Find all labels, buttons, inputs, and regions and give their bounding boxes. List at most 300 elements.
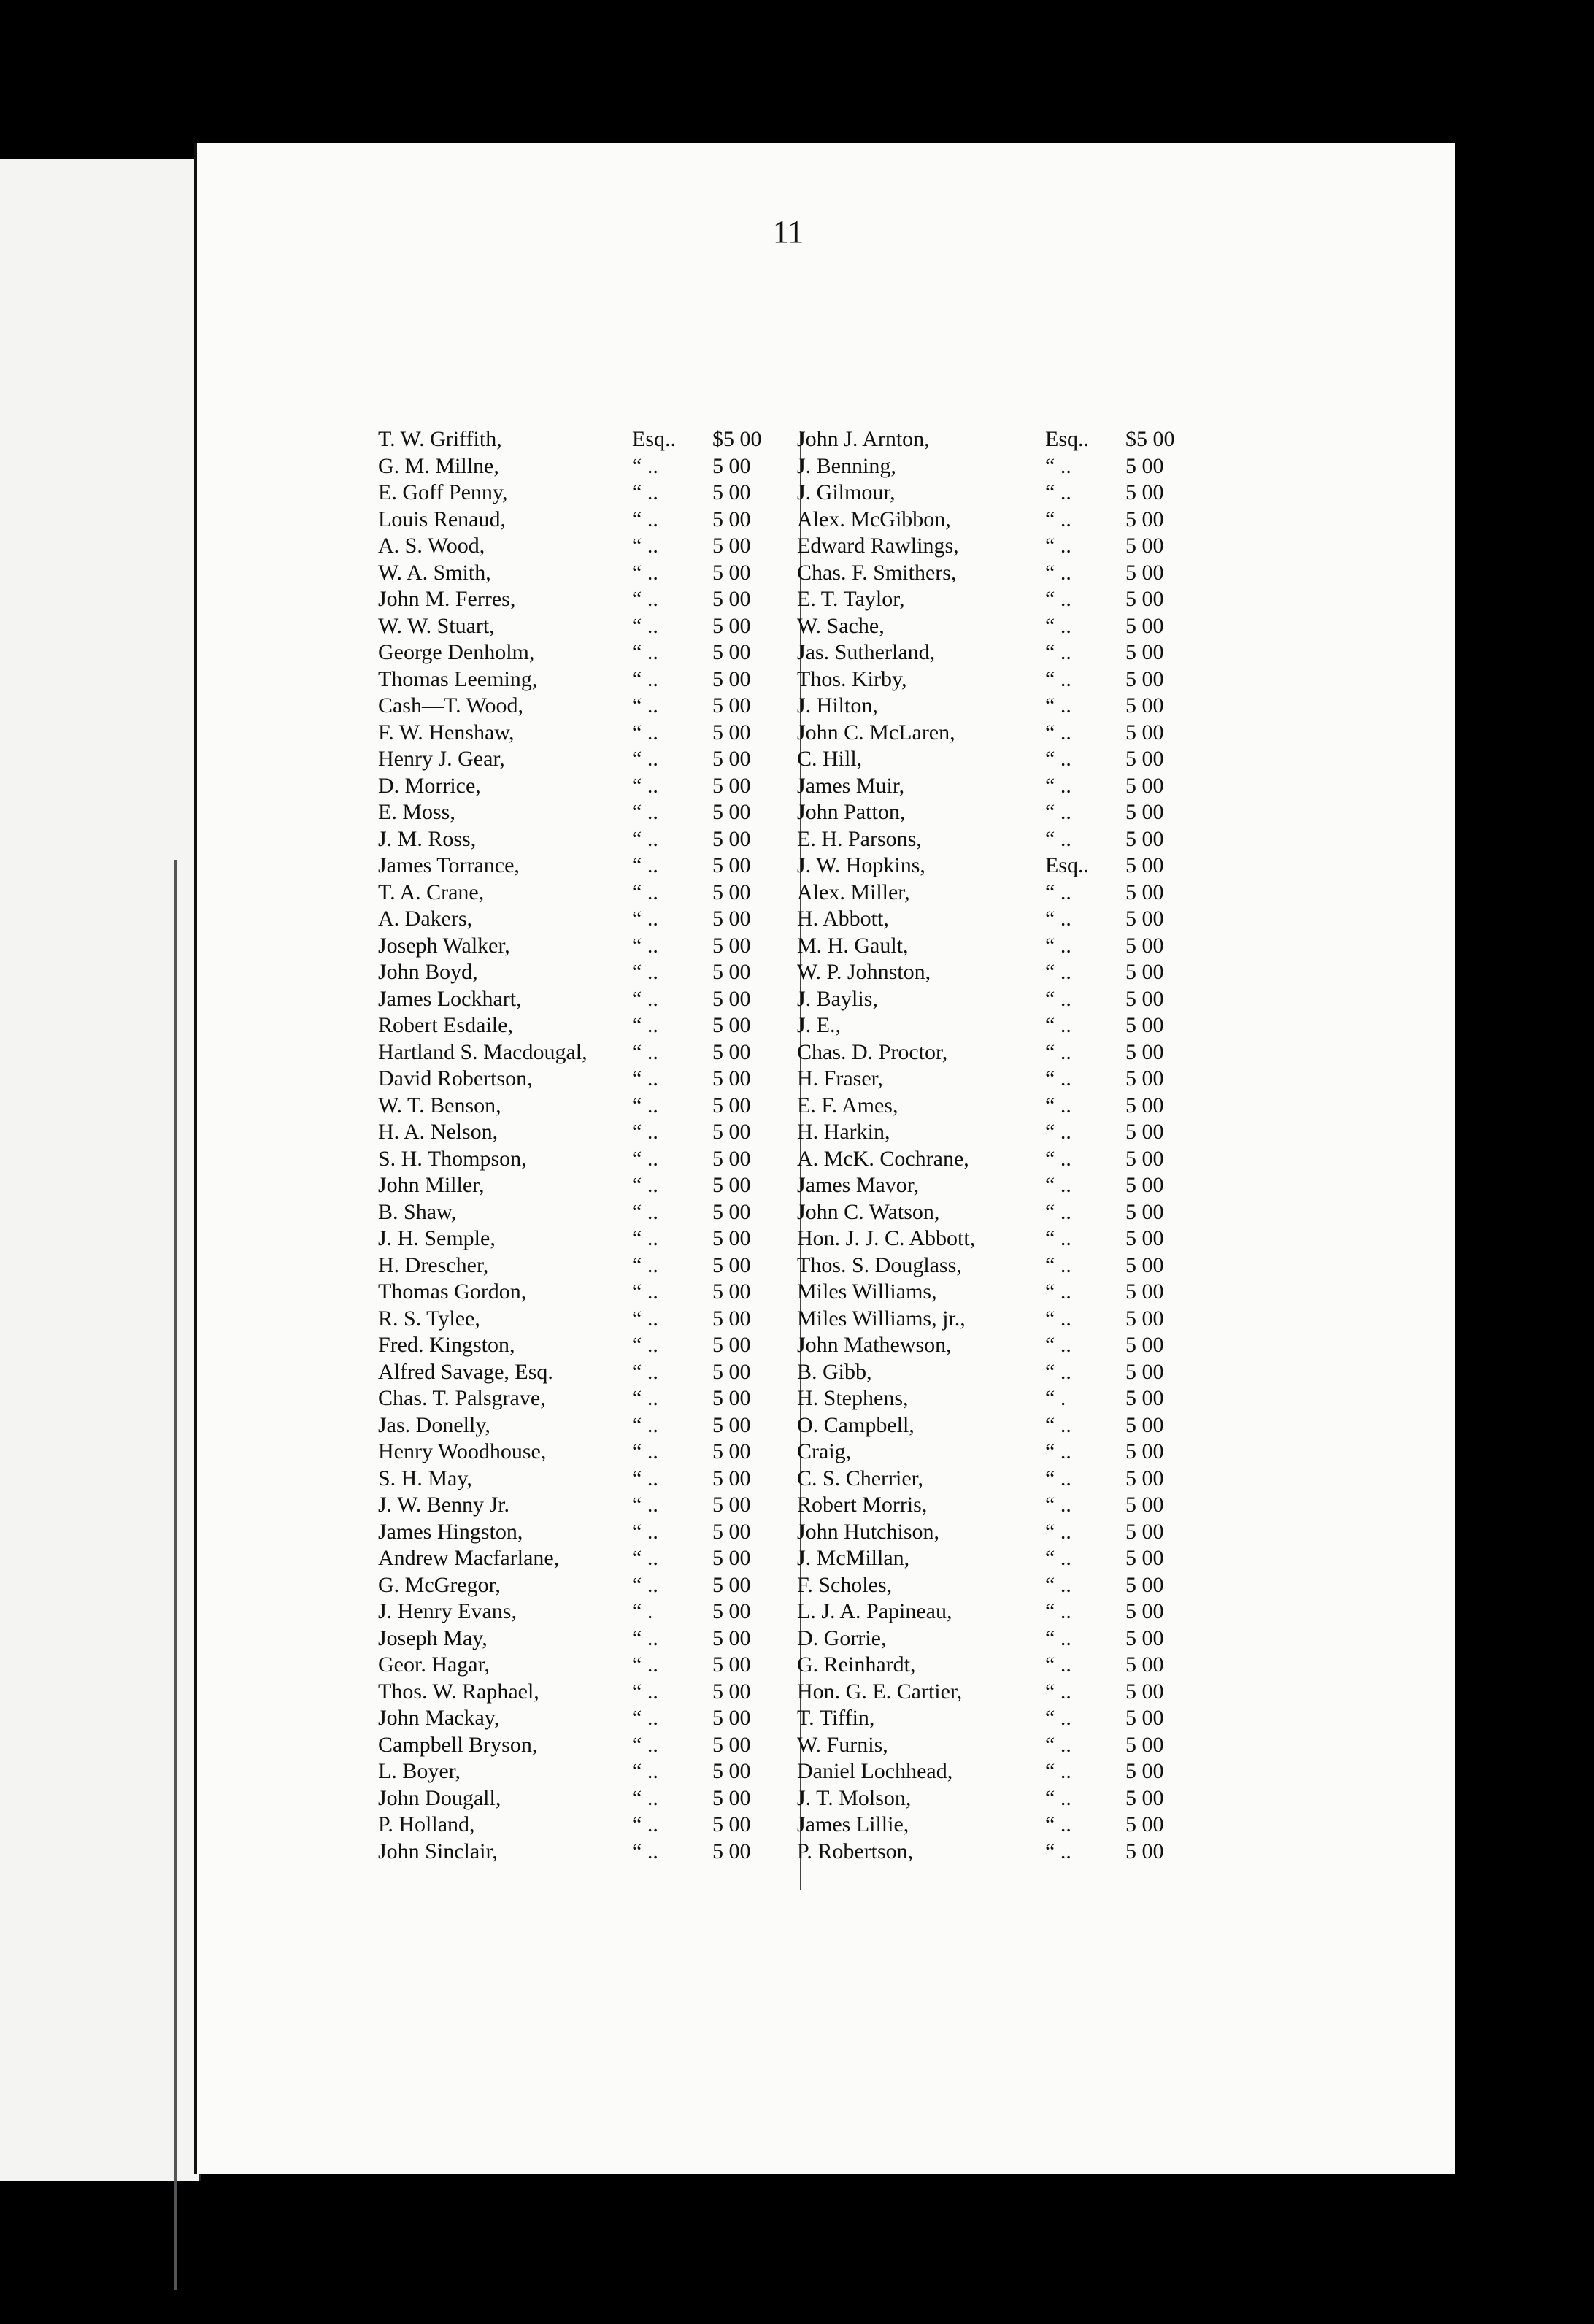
subscription-amount: 5 00 bbox=[1125, 1546, 1164, 1570]
list-item bbox=[378, 1412, 787, 1439]
list-item bbox=[797, 880, 1206, 907]
subscriber-name: C. S. Cherrier, bbox=[797, 1466, 923, 1490]
list-item bbox=[797, 1705, 1206, 1732]
subscription-amount: 5 00 bbox=[1125, 1679, 1164, 1704]
subscription-amount: 5 00 bbox=[1125, 1493, 1164, 1517]
subscriber-title: “ .. bbox=[1045, 587, 1071, 611]
subscription-amount: 5 00 bbox=[1125, 1173, 1164, 1197]
subscription-amount: 5 00 bbox=[1125, 1120, 1164, 1144]
subscriber-title: “ .. bbox=[1045, 1812, 1071, 1836]
subscriber-name: Alfred Savage, Esq. bbox=[378, 1359, 553, 1384]
subscriber-name: E. T. Taylor, bbox=[797, 587, 905, 611]
subscriber-title: “ .. bbox=[1045, 1013, 1071, 1037]
subscription-amount: 5 00 bbox=[1125, 800, 1164, 824]
list-item bbox=[797, 853, 1206, 880]
subscription-amount: 5 00 bbox=[1125, 640, 1164, 664]
subscription-amount: 5 00 bbox=[712, 1812, 751, 1836]
subscriber-name: T. W. Griffith, bbox=[378, 427, 502, 451]
subscriber-name: John Mathewson, bbox=[797, 1333, 952, 1357]
subscriber-title: “ . bbox=[1045, 1386, 1066, 1410]
subscriber-name: J. T. Molson, bbox=[797, 1785, 912, 1810]
subscriber-name: David Robertson, bbox=[378, 1066, 533, 1090]
subscription-amount: 5 00 bbox=[712, 1333, 751, 1357]
subscription-amount: 5 00 bbox=[1125, 453, 1164, 478]
subscription-amount: 5 00 bbox=[1125, 1386, 1164, 1410]
list-item bbox=[797, 1012, 1206, 1039]
list-item bbox=[378, 1359, 787, 1386]
subscriber-name: R. S. Tylee, bbox=[378, 1306, 480, 1331]
subscriber-name: Alex. McGibbon, bbox=[797, 507, 951, 531]
list-item bbox=[797, 1652, 1206, 1679]
subscriber-title: “ .. bbox=[1045, 1359, 1071, 1384]
subscription-amount: 5 00 bbox=[712, 907, 751, 931]
list-item bbox=[378, 1466, 787, 1493]
list-item bbox=[797, 1253, 1206, 1280]
subscriber-name: James Mavor, bbox=[797, 1173, 920, 1197]
list-item bbox=[797, 1385, 1206, 1412]
list-item bbox=[378, 1332, 787, 1359]
list-item bbox=[378, 533, 787, 560]
subscriber-name: Andrew Macfarlane, bbox=[378, 1546, 560, 1570]
subscriber-title: “ .. bbox=[632, 587, 658, 611]
subscription-amount: 5 00 bbox=[1125, 1519, 1164, 1544]
subscriber-name: John Dougall, bbox=[378, 1785, 501, 1810]
list-item bbox=[378, 1625, 787, 1652]
subscription-amount: 5 00 bbox=[712, 1306, 751, 1331]
subscription-amount: 5 00 bbox=[1125, 560, 1164, 585]
subscription-amount: 5 00 bbox=[1125, 1333, 1164, 1357]
subscription-amount: 5 00 bbox=[1125, 773, 1164, 798]
subscriber-name: H. Fraser, bbox=[797, 1066, 883, 1090]
subscription-amount: 5 00 bbox=[712, 1386, 751, 1410]
subscriber-title: “ .. bbox=[1045, 1466, 1071, 1490]
subscription-amount: 5 00 bbox=[712, 453, 751, 478]
list-item bbox=[378, 1572, 787, 1599]
list-item bbox=[797, 1332, 1206, 1359]
subscription-amount: 5 00 bbox=[1125, 880, 1164, 904]
subscription-amount: 5 00 bbox=[1125, 1253, 1164, 1277]
subscriber-name: T. Tiffin, bbox=[797, 1706, 875, 1730]
list-item bbox=[797, 1439, 1206, 1466]
subscription-amount: 5 00 bbox=[1125, 1280, 1164, 1304]
list-item bbox=[378, 1199, 787, 1226]
subscriber-title: “ .. bbox=[1045, 773, 1071, 798]
subscriber-title: “ .. bbox=[1045, 1306, 1071, 1331]
list-item bbox=[378, 1492, 787, 1519]
subscriber-name: Fred. Kingston, bbox=[378, 1333, 515, 1357]
list-item bbox=[378, 1226, 787, 1253]
subscriber-name: Miles Williams, jr., bbox=[797, 1306, 966, 1331]
subscriber-name: Joseph Walker, bbox=[378, 933, 510, 958]
list-item bbox=[797, 720, 1206, 747]
list-item bbox=[378, 666, 787, 693]
subscriber-name: P. Holland, bbox=[378, 1812, 475, 1836]
list-item bbox=[797, 1359, 1206, 1386]
subscription-amount: 5 00 bbox=[1125, 693, 1164, 717]
subscriber-title: “ .. bbox=[1045, 693, 1071, 717]
subscriber-name: Joseph May, bbox=[378, 1625, 488, 1650]
subscriber-name: J. Benning, bbox=[797, 453, 896, 478]
subscriber-name: H. Drescher, bbox=[378, 1253, 489, 1277]
list-item bbox=[797, 666, 1206, 693]
subscriber-name: L. J. A. Papineau, bbox=[797, 1599, 952, 1623]
subscriber-title: “ .. bbox=[1045, 1679, 1071, 1704]
subscription-amount: 5 00 bbox=[1125, 960, 1164, 984]
subscriber-title: “ .. bbox=[632, 1652, 658, 1677]
subscription-amount: 5 00 bbox=[712, 1199, 751, 1224]
subscription-amount: 5 00 bbox=[712, 1706, 751, 1730]
list-item bbox=[378, 560, 787, 587]
subscriber-title: “ .. bbox=[632, 1732, 658, 1757]
subscriber-title: “ .. bbox=[632, 1493, 658, 1517]
list-item bbox=[378, 426, 787, 453]
page-number: 11 bbox=[772, 214, 804, 250]
subscription-amount: $5 00 bbox=[1125, 427, 1175, 451]
subscriber-title: “ .. bbox=[1045, 1333, 1071, 1357]
subscriber-title: “ .. bbox=[632, 933, 658, 958]
list-item bbox=[797, 1199, 1206, 1226]
list-item bbox=[797, 933, 1206, 960]
subscription-amount: 5 00 bbox=[1125, 1439, 1164, 1463]
subscription-amount: 5 00 bbox=[712, 1466, 751, 1490]
subscription-amount: 5 00 bbox=[1125, 1839, 1164, 1863]
subscription-amount: 5 00 bbox=[712, 1013, 751, 1037]
subscription-amount: 5 00 bbox=[712, 1652, 751, 1677]
subscriber-title: “ .. bbox=[1045, 1199, 1071, 1224]
list-item bbox=[378, 1732, 787, 1759]
subscriber-name: A. S. Wood, bbox=[378, 534, 485, 558]
subscriber-name: W. W. Stuart, bbox=[378, 613, 495, 638]
subscriber-title: “ .. bbox=[1045, 1785, 1071, 1810]
subscriber-name: J. McMillan, bbox=[797, 1546, 910, 1570]
list-item bbox=[797, 1172, 1206, 1199]
subscriber-title: “ .. bbox=[1045, 613, 1071, 638]
subscriber-title: “ .. bbox=[632, 1546, 658, 1570]
subscription-amount: 5 00 bbox=[1125, 1013, 1164, 1037]
subscriber-title: “ .. bbox=[1045, 1652, 1071, 1677]
subscriber-name: J. Baylis, bbox=[797, 986, 878, 1011]
list-item bbox=[378, 1652, 787, 1679]
subscriber-name: James Lillie, bbox=[797, 1812, 909, 1836]
subscriber-title: “ .. bbox=[1045, 1093, 1071, 1117]
subscription-amount: 5 00 bbox=[712, 1493, 751, 1517]
subscription-amount: 5 00 bbox=[712, 1226, 751, 1250]
list-item bbox=[797, 480, 1206, 507]
subscriber-title: “ .. bbox=[1045, 1493, 1071, 1517]
subscription-amount: 5 00 bbox=[1125, 747, 1164, 771]
subscriber-name: E. Moss, bbox=[378, 800, 455, 824]
subscriber-title: “ .. bbox=[632, 1386, 658, 1410]
subscriber-name: Henry Woodhouse, bbox=[378, 1439, 547, 1463]
list-item bbox=[378, 507, 787, 534]
subscription-amount: 5 00 bbox=[1125, 666, 1164, 691]
list-item bbox=[797, 1545, 1206, 1572]
subscription-amount: 5 00 bbox=[712, 640, 751, 664]
list-item bbox=[797, 586, 1206, 613]
subscriber-title: Esq.. bbox=[1045, 427, 1089, 451]
subscription-amount: 5 00 bbox=[1125, 587, 1164, 611]
subscriber-name: Hon. J. J. C. Abbott, bbox=[797, 1226, 976, 1250]
subscriber-name: Thos. S. Douglass, bbox=[797, 1253, 962, 1277]
subscription-amount: 5 00 bbox=[1125, 613, 1164, 638]
subscription-amount: 5 00 bbox=[1125, 1785, 1164, 1810]
subscription-amount: 5 00 bbox=[1125, 720, 1164, 744]
subscription-amount: 5 00 bbox=[712, 1599, 751, 1623]
list-item bbox=[797, 906, 1206, 933]
subscription-amount: 5 00 bbox=[712, 560, 751, 585]
subscriber-title: “ .. bbox=[632, 1359, 658, 1384]
subscription-amount: 5 00 bbox=[1125, 1732, 1164, 1757]
list-item bbox=[378, 453, 787, 480]
subscriber-title: “ .. bbox=[632, 1706, 658, 1730]
list-item bbox=[797, 1279, 1206, 1306]
subscriber-title: “ .. bbox=[1045, 880, 1071, 904]
list-item bbox=[378, 1519, 787, 1546]
subscriber-name: Robert Morris, bbox=[797, 1493, 928, 1517]
subscriber-title: “ .. bbox=[632, 826, 658, 851]
subscription-amount: 5 00 bbox=[1125, 1625, 1164, 1650]
list-item bbox=[797, 453, 1206, 480]
subscriber-name: D. Morrice, bbox=[378, 773, 481, 798]
subscriber-name: T. A. Crane, bbox=[378, 880, 485, 904]
subscriber-name: John C. Watson, bbox=[797, 1199, 940, 1224]
list-item bbox=[797, 1572, 1206, 1599]
subscriber-title: “ .. bbox=[1045, 826, 1071, 851]
list-item bbox=[378, 693, 787, 720]
subscriber-title: “ .. bbox=[1045, 800, 1071, 824]
subscriber-name: J. W. Benny Jr. bbox=[378, 1493, 510, 1517]
subscriber-name: John Patton, bbox=[797, 800, 906, 824]
subscriber-title: “ .. bbox=[1045, 1039, 1071, 1064]
list-item bbox=[378, 1279, 787, 1306]
list-item bbox=[378, 613, 787, 640]
subscriber-name: F. W. Henshaw, bbox=[378, 720, 515, 744]
subscription-amount: 5 00 bbox=[1125, 1466, 1164, 1490]
subscription-amount: 5 00 bbox=[712, 720, 751, 744]
subscription-amount: 5 00 bbox=[712, 1519, 751, 1544]
subscriber-name: Thomas Gordon, bbox=[378, 1280, 527, 1304]
subscriber-name: G. McGregor, bbox=[378, 1572, 501, 1597]
subscriber-title: “ .. bbox=[632, 534, 658, 558]
list-item bbox=[378, 1119, 787, 1146]
list-item bbox=[797, 826, 1206, 853]
list-item bbox=[797, 507, 1206, 534]
subscriber-title: Esq.. bbox=[1045, 853, 1089, 877]
list-item bbox=[797, 693, 1206, 720]
subscriber-list-right bbox=[797, 426, 1206, 1865]
subscription-amount: 5 00 bbox=[1125, 1412, 1164, 1437]
list-item bbox=[378, 746, 787, 773]
subscription-amount: 5 00 bbox=[1125, 534, 1164, 558]
subscriber-name: G. M. Millne, bbox=[378, 453, 499, 478]
subscription-amount: 5 00 bbox=[712, 960, 751, 984]
subscriber-title: “ .. bbox=[1045, 1546, 1071, 1570]
subscriber-title: “ .. bbox=[1045, 560, 1071, 585]
subscriber-title: “ .. bbox=[632, 1679, 658, 1704]
list-item bbox=[378, 1439, 787, 1466]
subscriber-name: George Denholm, bbox=[378, 640, 535, 664]
subscriber-title: “ .. bbox=[1045, 480, 1071, 504]
subscription-amount: 5 00 bbox=[712, 693, 751, 717]
list-item bbox=[797, 1732, 1206, 1759]
subscriber-name: G. Reinhardt, bbox=[797, 1652, 916, 1677]
subscriber-title: “ .. bbox=[632, 1572, 658, 1597]
subscriber-title: “ .. bbox=[632, 907, 658, 931]
list-item bbox=[378, 986, 787, 1013]
subscriber-name: H. Harkin, bbox=[797, 1120, 890, 1144]
subscriber-name: H. Abbott, bbox=[797, 907, 889, 931]
subscription-amount: $5 00 bbox=[712, 427, 762, 451]
subscriber-name: E. H. Parsons, bbox=[797, 826, 922, 851]
subscriber-name: James Torrance, bbox=[378, 853, 520, 877]
subscriber-title: “ .. bbox=[632, 1066, 658, 1090]
subscriber-title: “ .. bbox=[632, 960, 658, 984]
subscriber-title: “ .. bbox=[632, 640, 658, 664]
subscriber-title: “ .. bbox=[632, 1013, 658, 1037]
subscription-amount: 5 00 bbox=[712, 1732, 751, 1757]
subscription-amount: 5 00 bbox=[1125, 1759, 1164, 1783]
subscriber-name: H. Stephens, bbox=[797, 1386, 909, 1410]
list-item bbox=[797, 799, 1206, 826]
subscriber-name: Robert Esdaile, bbox=[378, 1013, 513, 1037]
subscriber-name: John Miller, bbox=[378, 1173, 485, 1197]
list-item bbox=[797, 613, 1206, 640]
subscriber-name: John J. Arnton, bbox=[797, 427, 930, 451]
subscriber-title: “ .. bbox=[1045, 720, 1071, 744]
subscriber-name: Campbell Bryson, bbox=[378, 1732, 538, 1757]
subscription-amount: 5 00 bbox=[712, 747, 751, 771]
list-item bbox=[797, 1758, 1206, 1785]
list-item bbox=[378, 1146, 787, 1173]
subscriber-title: “ .. bbox=[632, 613, 658, 638]
subscriber-title: “ .. bbox=[1045, 1839, 1071, 1863]
subscriber-title: “ .. bbox=[632, 1226, 658, 1250]
subscriber-name: Craig, bbox=[797, 1439, 852, 1463]
subscriber-title: “ .. bbox=[1045, 1706, 1071, 1730]
list-item bbox=[378, 1679, 787, 1706]
subscriber-title: “ .. bbox=[1045, 507, 1071, 531]
subscriber-title: “ .. bbox=[1045, 1253, 1071, 1277]
subscriber-title: “ .. bbox=[1045, 1066, 1071, 1090]
subscriber-title: “ . bbox=[632, 1599, 653, 1623]
subscriber-name: B. Gibb, bbox=[797, 1359, 872, 1384]
subscriber-name: S. H. May, bbox=[378, 1466, 472, 1490]
list-item bbox=[378, 586, 787, 613]
subscriber-name: J. H. Semple, bbox=[378, 1226, 496, 1250]
binding-thread bbox=[174, 860, 177, 2290]
list-item bbox=[797, 986, 1206, 1013]
subscription-amount: 5 00 bbox=[712, 1759, 751, 1783]
list-item bbox=[378, 773, 787, 800]
subscriber-name: J. Gilmour, bbox=[797, 480, 896, 504]
subscription-amount: 5 00 bbox=[1125, 1146, 1164, 1171]
subscriber-title: “ .. bbox=[1045, 907, 1071, 931]
subscriber-name: E. F. Ames, bbox=[797, 1093, 898, 1117]
subscriber-name: Miles Williams, bbox=[797, 1280, 937, 1304]
list-item bbox=[797, 1093, 1206, 1120]
subscription-amount: 5 00 bbox=[712, 507, 751, 531]
list-item bbox=[378, 906, 787, 933]
subscriber-name: Alex. Miller, bbox=[797, 880, 910, 904]
subscriber-title: “ .. bbox=[1045, 1173, 1071, 1197]
subscriber-name: E. Goff Penny, bbox=[378, 480, 508, 504]
subscriber-title: “ .. bbox=[632, 1039, 658, 1064]
subscription-amount: 5 00 bbox=[1125, 1093, 1164, 1117]
list-item bbox=[797, 1466, 1206, 1493]
list-item bbox=[378, 880, 787, 907]
list-item bbox=[797, 746, 1206, 773]
subscriber-title: “ .. bbox=[632, 773, 658, 798]
subscription-amount: 5 00 bbox=[1125, 1199, 1164, 1224]
subscriber-title: “ .. bbox=[632, 720, 658, 744]
list-item bbox=[378, 1039, 787, 1066]
list-item bbox=[797, 773, 1206, 800]
subscription-amount: 5 00 bbox=[712, 800, 751, 824]
list-item bbox=[378, 799, 787, 826]
subscriber-name: H. A. Nelson, bbox=[378, 1120, 498, 1144]
subscriber-name: John Boyd, bbox=[378, 960, 478, 984]
subscriber-name: Hon. G. E. Cartier, bbox=[797, 1679, 963, 1704]
subscription-amount: 5 00 bbox=[712, 1093, 751, 1117]
subscriber-name: Henry J. Gear, bbox=[378, 747, 505, 771]
subscription-amount: 5 00 bbox=[1125, 480, 1164, 504]
subscriber-title: “ .. bbox=[1045, 1439, 1071, 1463]
list-item bbox=[378, 1839, 787, 1866]
list-item bbox=[378, 720, 787, 747]
subscriber-title: “ .. bbox=[632, 1759, 658, 1783]
subscription-amount: 5 00 bbox=[1125, 1652, 1164, 1677]
subscriber-title: “ .. bbox=[632, 453, 658, 478]
subscription-amount: 5 00 bbox=[712, 773, 751, 798]
list-item bbox=[797, 1412, 1206, 1439]
list-item bbox=[797, 533, 1206, 560]
subscriber-title: “ .. bbox=[632, 1093, 658, 1117]
subscriber-name: John Hutchison, bbox=[797, 1519, 939, 1544]
list-item bbox=[797, 639, 1206, 666]
subscriber-title: “ .. bbox=[632, 1466, 658, 1490]
subscription-amount: 5 00 bbox=[712, 1253, 751, 1277]
subscriber-title: “ .. bbox=[632, 1812, 658, 1836]
list-item bbox=[378, 853, 787, 880]
subscription-amount: 5 00 bbox=[1125, 1066, 1164, 1090]
list-item bbox=[797, 1839, 1206, 1866]
subscriber-name: John Mackay, bbox=[378, 1706, 500, 1730]
subscription-amount: 5 00 bbox=[1125, 1359, 1164, 1384]
subscriber-title: “ .. bbox=[1045, 1519, 1071, 1544]
subscriber-title: “ .. bbox=[632, 800, 658, 824]
subscription-amount: 5 00 bbox=[712, 853, 751, 877]
list-item bbox=[797, 1679, 1206, 1706]
list-item bbox=[378, 933, 787, 960]
list-item bbox=[797, 1598, 1206, 1625]
subscriber-title: “ .. bbox=[632, 1306, 658, 1331]
subscription-amount: 5 00 bbox=[712, 587, 751, 611]
subscription-amount: 5 00 bbox=[712, 1785, 751, 1810]
subscriber-name: C. Hill, bbox=[797, 747, 863, 771]
subscriber-name: Daniel Lochhead, bbox=[797, 1759, 953, 1783]
subscriber-title: “ .. bbox=[632, 693, 658, 717]
subscriber-name: W. Sache, bbox=[797, 613, 885, 638]
list-item bbox=[378, 1066, 787, 1093]
list-item bbox=[797, 560, 1206, 587]
subscriber-name: Thos. Kirby, bbox=[797, 666, 907, 691]
subscriber-title: “ .. bbox=[1045, 534, 1071, 558]
list-item bbox=[797, 1066, 1206, 1093]
subscriber-name: Thomas Leeming, bbox=[378, 666, 538, 691]
subscriber-title: “ .. bbox=[1045, 1732, 1071, 1757]
subscription-amount: 5 00 bbox=[712, 1412, 751, 1437]
subscriber-name: M. H. Gault, bbox=[797, 933, 909, 958]
